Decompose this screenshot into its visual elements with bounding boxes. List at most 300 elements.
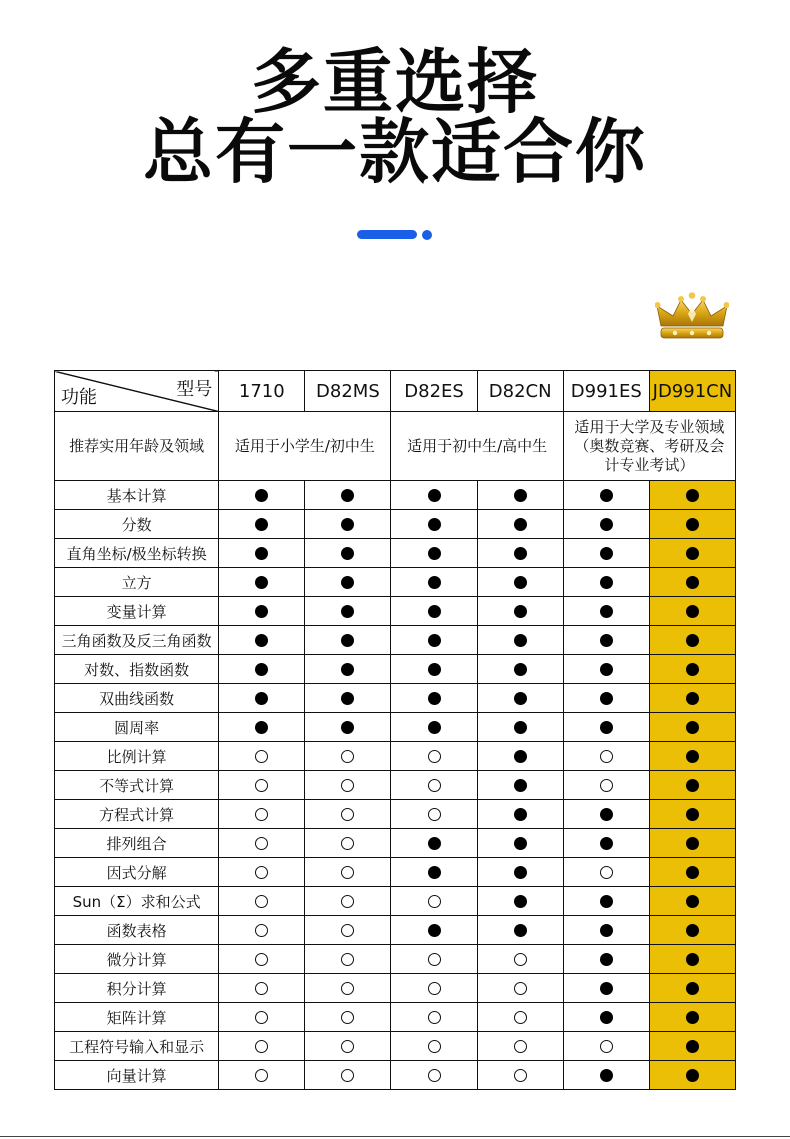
crown-icon [655,292,729,342]
supported-mark [255,489,268,502]
supported-mark [514,779,527,792]
accent-bar [357,230,417,239]
supported-mark [428,721,441,734]
unsupported-mark [600,750,613,763]
unsupported-mark [428,1011,441,1024]
support-cell [477,626,563,655]
support-cell [649,858,735,887]
support-cell [219,481,305,510]
feature-name: 积分计算 [55,974,219,1003]
feature-name: 双曲线函数 [55,684,219,713]
headline-line-1: 多重选择 [251,41,539,123]
supported-mark [686,721,699,734]
support-cell [391,713,477,742]
support-cell [391,539,477,568]
unsupported-mark [428,750,441,763]
supported-mark [686,895,699,908]
table-row [55,800,736,829]
supported-mark [686,489,699,502]
supported-mark [600,547,613,560]
support-cell [649,510,735,539]
supported-mark [341,605,354,618]
support-cell [649,742,735,771]
supported-mark [428,576,441,589]
supported-mark [514,634,527,647]
unsupported-mark [341,779,354,792]
supported-mark [600,576,613,589]
support-cell [477,597,563,626]
support-cell [477,1003,563,1032]
supported-mark [686,692,699,705]
support-cell [305,771,391,800]
feature-name: 分数 [55,510,219,539]
support-cell [219,916,305,945]
table-row [55,974,736,1003]
table-row [55,626,736,655]
unsupported-mark [341,1011,354,1024]
feature-name: 因式分解 [55,858,219,887]
feature-name: 比例计算 [55,742,219,771]
support-cell [563,568,649,597]
table-row [55,1032,736,1061]
support-cell [305,1003,391,1032]
supported-mark [600,982,613,995]
unsupported-mark [341,924,354,937]
support-cell [649,481,735,510]
support-cell [563,539,649,568]
supported-mark [686,779,699,792]
support-cell [563,887,649,916]
feature-name: 微分计算 [55,945,219,974]
support-cell [391,655,477,684]
support-cell [563,1003,649,1032]
table-row [55,829,736,858]
support-cell [563,829,649,858]
support-cell [649,800,735,829]
support-cell [219,887,305,916]
supported-mark [686,576,699,589]
support-cell [563,713,649,742]
support-cell [305,742,391,771]
supported-mark [428,692,441,705]
supported-mark [428,489,441,502]
supported-mark [255,721,268,734]
support-cell [219,655,305,684]
unsupported-mark [428,779,441,792]
support-cell [391,510,477,539]
feature-name: 基本计算 [55,481,219,510]
support-cell [219,684,305,713]
support-cell [391,1061,477,1090]
supported-mark [514,547,527,560]
support-cell [219,1003,305,1032]
support-cell [219,713,305,742]
unsupported-mark [255,895,268,908]
support-cell [477,858,563,887]
accent-dot [422,230,432,240]
bottom-divider [0,1136,790,1137]
support-cell [649,887,735,916]
support-cell [477,771,563,800]
support-cell [477,800,563,829]
support-cell [649,1061,735,1090]
support-cell [305,597,391,626]
support-cell [305,800,391,829]
support-cell [305,858,391,887]
model-header-label: 型号 [176,379,213,400]
unsupported-mark [255,1011,268,1024]
support-cell [477,539,563,568]
feature-name: 三角函数及反三角函数 [55,626,219,655]
supported-mark [255,547,268,560]
support-cell [219,510,305,539]
unsupported-mark [341,1040,354,1053]
support-cell [563,597,649,626]
table-row [55,858,736,887]
support-cell [563,974,649,1003]
supported-mark [600,837,613,850]
supported-mark [514,576,527,589]
supported-mark [428,634,441,647]
unsupported-mark [600,1040,613,1053]
supported-mark [686,605,699,618]
supported-mark [428,547,441,560]
support-cell [305,539,391,568]
supported-mark [428,837,441,850]
supported-mark [255,518,268,531]
support-cell [649,597,735,626]
unsupported-mark [255,808,268,821]
support-cell [563,481,649,510]
support-cell [649,539,735,568]
unsupported-mark [428,1040,441,1053]
supported-mark [514,518,527,531]
support-cell [649,713,735,742]
support-cell [305,568,391,597]
supported-mark [341,692,354,705]
support-cell [219,945,305,974]
supported-mark [514,924,527,937]
unsupported-mark [428,953,441,966]
age-row-label: 推荐实用年龄及领域 [55,412,219,481]
supported-mark [600,605,613,618]
feature-name: 向量计算 [55,1061,219,1090]
corner-cell [55,371,219,412]
supported-mark [686,547,699,560]
supported-mark [428,866,441,879]
support-cell [219,829,305,858]
supported-mark [686,924,699,937]
supported-mark [600,953,613,966]
support-cell [391,568,477,597]
unsupported-mark [341,953,354,966]
support-cell [477,1061,563,1090]
support-cell [563,858,649,887]
table-row [55,481,736,510]
table-row [55,713,736,742]
support-cell [649,684,735,713]
support-cell [477,510,563,539]
unsupported-mark [341,837,354,850]
table-row [55,655,736,684]
support-cell [563,1032,649,1061]
support-cell [563,771,649,800]
support-cell [563,1061,649,1090]
support-cell [305,626,391,655]
unsupported-mark [428,982,441,995]
unsupported-mark [255,837,268,850]
support-cell [305,887,391,916]
age-group-secondary: 适用于初中生/高中生 [391,412,563,481]
unsupported-mark [514,1069,527,1082]
unsupported-mark [255,866,268,879]
support-cell [219,858,305,887]
supported-mark [600,634,613,647]
supported-mark [686,1069,699,1082]
support-cell [219,771,305,800]
supported-mark [255,692,268,705]
support-cell [219,568,305,597]
support-cell [477,742,563,771]
supported-mark [514,808,527,821]
support-cell [563,945,649,974]
support-cell [649,655,735,684]
supported-mark [600,692,613,705]
supported-mark [514,866,527,879]
table-row [55,684,736,713]
support-cell [305,945,391,974]
support-cell [305,916,391,945]
feature-name: 对数、指数函数 [55,655,219,684]
supported-mark [428,518,441,531]
table-row [55,945,736,974]
table-row [55,510,736,539]
support-cell [649,974,735,1003]
support-cell [391,684,477,713]
model-jd991cn: JD991CN [649,371,735,412]
supported-mark [428,605,441,618]
unsupported-mark [514,1040,527,1053]
feature-name: 函数表格 [55,916,219,945]
support-cell [219,1061,305,1090]
model-d82ms: D82MS [305,371,391,412]
support-cell [563,742,649,771]
unsupported-mark [341,866,354,879]
table-row [55,539,736,568]
supported-mark [600,924,613,937]
supported-mark [341,518,354,531]
supported-mark [600,663,613,676]
table-row [55,887,736,916]
model-d991es: D991ES [563,371,649,412]
unsupported-mark [341,982,354,995]
supported-mark [514,605,527,618]
support-cell [391,481,477,510]
support-cell [563,684,649,713]
supported-mark [686,634,699,647]
feature-name: 方程式计算 [55,800,219,829]
feature-name: 立方 [55,568,219,597]
support-cell [219,539,305,568]
headline-line-2: 总有一款适合你 [143,111,647,193]
feature-name: 工程符号输入和显示 [55,1032,219,1061]
feature-name: 直角坐标/极坐标转换 [55,539,219,568]
support-cell [219,1032,305,1061]
support-cell [219,597,305,626]
unsupported-mark [255,1069,268,1082]
age-group-university-text: 适用于大学及专业领域（奥数竞赛、考研及会计专业考试） [574,417,725,474]
support-cell [563,655,649,684]
feature-name: 矩阵计算 [55,1003,219,1032]
table-row [55,568,736,597]
unsupported-mark [600,779,613,792]
supported-mark [341,634,354,647]
supported-mark [600,518,613,531]
table-row [55,771,736,800]
model-d82cn: D82CN [477,371,563,412]
support-cell [305,974,391,1003]
unsupported-mark [341,808,354,821]
table-row [55,1061,736,1090]
supported-mark [600,489,613,502]
unsupported-mark [255,953,268,966]
supported-mark [686,663,699,676]
unsupported-mark [428,895,441,908]
support-cell [477,829,563,858]
supported-mark [686,808,699,821]
supported-mark [686,982,699,995]
support-cell [305,829,391,858]
support-cell [219,626,305,655]
feature-name: 变量计算 [55,597,219,626]
model-d82es: D82ES [391,371,477,412]
supported-mark [341,576,354,589]
supported-mark [686,518,699,531]
support-cell [477,1032,563,1061]
supported-mark [686,866,699,879]
support-cell [477,684,563,713]
support-cell [649,945,735,974]
supported-mark [600,721,613,734]
support-cell [305,1061,391,1090]
unsupported-mark [341,895,354,908]
feature-name: 排列组合 [55,829,219,858]
support-cell [563,916,649,945]
support-cell [477,945,563,974]
support-cell [563,510,649,539]
support-cell [477,887,563,916]
unsupported-mark [255,1040,268,1053]
unsupported-mark [255,924,268,937]
support-cell [391,974,477,1003]
supported-mark [686,837,699,850]
support-cell [219,742,305,771]
supported-mark [255,605,268,618]
support-cell [391,742,477,771]
support-cell [391,800,477,829]
support-cell [391,887,477,916]
supported-mark [686,953,699,966]
support-cell [649,1032,735,1061]
unsupported-mark [428,1069,441,1082]
unsupported-mark [428,808,441,821]
support-cell [563,800,649,829]
support-cell [305,481,391,510]
unsupported-mark [514,982,527,995]
support-cell [391,829,477,858]
support-cell [305,1032,391,1061]
support-cell [477,916,563,945]
unsupported-mark [341,750,354,763]
supported-mark [514,663,527,676]
feature-name: 不等式计算 [55,771,219,800]
unsupported-mark [514,953,527,966]
support-cell [391,1003,477,1032]
age-row [55,412,736,481]
feature-name: Sun（Σ）求和公式 [55,887,219,916]
supported-mark [255,663,268,676]
supported-mark [600,808,613,821]
supported-mark [428,924,441,937]
supported-mark [255,576,268,589]
support-cell [477,974,563,1003]
age-group-university [563,412,735,481]
supported-mark [600,1011,613,1024]
support-cell [391,1032,477,1061]
feature-name: 圆周率 [55,713,219,742]
support-cell [563,626,649,655]
supported-mark [341,663,354,676]
unsupported-mark [255,779,268,792]
support-cell [391,597,477,626]
supported-mark [255,634,268,647]
supported-mark [341,547,354,560]
support-cell [391,626,477,655]
support-cell [477,568,563,597]
support-cell [649,829,735,858]
model-1710: 1710 [219,371,305,412]
support-cell [649,568,735,597]
support-cell [305,684,391,713]
supported-mark [514,721,527,734]
support-cell [391,916,477,945]
unsupported-mark [255,750,268,763]
supported-mark [514,837,527,850]
supported-mark [600,895,613,908]
age-group-primary: 适用于小学生/初中生 [219,412,391,481]
supported-mark [600,1069,613,1082]
support-cell [305,510,391,539]
supported-mark [341,721,354,734]
supported-mark [686,750,699,763]
supported-mark [686,1011,699,1024]
support-cell [649,916,735,945]
supported-mark [686,1040,699,1053]
support-cell [391,858,477,887]
unsupported-mark [514,1011,527,1024]
support-cell [649,1003,735,1032]
unsupported-mark [341,1069,354,1082]
support-cell [391,945,477,974]
support-cell [649,771,735,800]
unsupported-mark [255,982,268,995]
supported-mark [514,895,527,908]
support-cell [219,974,305,1003]
table-row [55,597,736,626]
support-cell [391,771,477,800]
supported-mark [514,750,527,763]
unsupported-mark [600,866,613,879]
